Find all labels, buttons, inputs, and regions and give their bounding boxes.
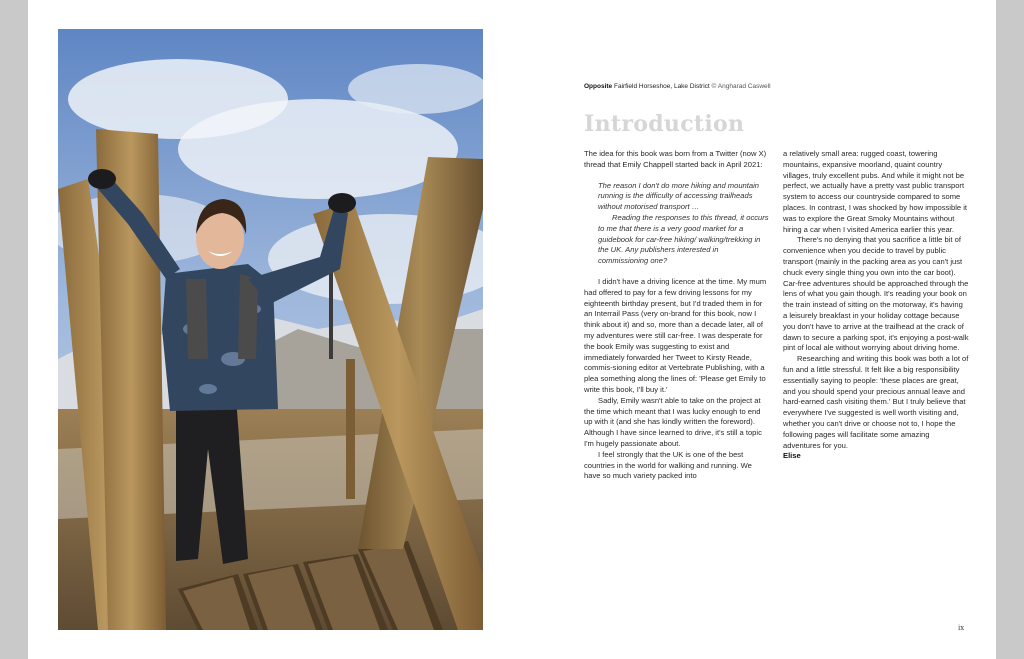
text-column-right — [783, 149, 969, 462]
text-column-left — [584, 149, 770, 482]
photo-caption — [584, 83, 771, 90]
paragraph: Researching and writing this book was both a lot of fun and a little stressful. It felt like a big responsibility essentially saying to people: 'these places are great, and you should spend your precious annual leave and hard-earned cash visiting them.' But I truly believe that everywhere I've suggested is well worth visiting and, whether you can't drive or choose not to, I hope the following pages will facilitate some amazing adventures for you. — [783, 354, 969, 450]
page-number: ix — [958, 624, 965, 632]
paragraph: The idea for this book was born from a Twitter (now X) thread that Emily Chappell started back in April 2021: — [584, 149, 767, 169]
caption-label: Opposite — [584, 83, 613, 90]
caption-credit: © Angharad Caswell — [711, 83, 771, 90]
caption-text: Fairfield Horseshoe, Lake District — [613, 83, 710, 90]
chapter-heading: Introduction — [584, 111, 745, 137]
quote-paragraph: Reading the responses to this thread, it occurs to me that there is a very good market for a guidebook for car-free hiking/ walking/trekking in the UK. Any publishers interested in commissioning one? — [598, 212, 769, 266]
author-signature: Elise — [783, 451, 801, 461]
photo-hiker-on-stile — [58, 29, 483, 630]
quote-paragraph: The reason I don't do more hiking and mountain running is the difficulty of accessing trailheads without motorised transport … — [598, 180, 760, 212]
paragraph: a relatively small area: rugged coast, towering mountains, expansive moorland, quaint country villages, truly excellent pubs. And while it might not be perfect, we actually have a pretty vast public transport system to access our countryside compared to some places. In contrast, I was shocked by how impossible it was to explore the Great Smoky Mountains without hiring a car when I visited America earlier this year. — [783, 149, 968, 234]
paragraph: I didn't have a driving licence at the time. My mum had offered to pay for a few driving lessons for my eighteenth birthday present, but I'd traded them in for an Interrail Pass (very on-brand for this book, now I think about it) and so, more than a decade later, all of my adventures were still car-free. I was desperate for the book Emily was suggesting to exist and immediately forwarded her Tweet to Kirsty Reade, commis-sioning editor at Vertebrate Publishing, with a plea something along the lines of: 'Please get Emily to write this book, I'll buy it.' — [584, 276, 767, 394]
block-quote — [598, 181, 770, 267]
paragraph: Sadly, Emily wasn't able to take on the project at the time which meant that I was lucky enough to end up with it (and she has kindly written the foreword). Although I have since learned to drive, it's still a topic I'm hugely passionate about. — [584, 395, 762, 448]
paragraph: There's no denying that you sacrifice a little bit of convenience when you decide to travel by public transport (mainly in the packing area as you can't just chuck every single thing you own into the car boot). Car-free adventures should be approached through the lens of what you gain though. It's reading your book on the train instead of sitting on the motorway, it's having a leisurely breakfast in your holiday cottage because you don't have to arrive at the trailhead at the crack of dawn to secure a parking spot, it's enjoying a post-walk pint of local ale without worrying about driving home. — [783, 235, 969, 353]
paragraph: I feel strongly that the UK is one of the best countries in the world for walking and running. We have so much variety packed into — [584, 449, 752, 481]
